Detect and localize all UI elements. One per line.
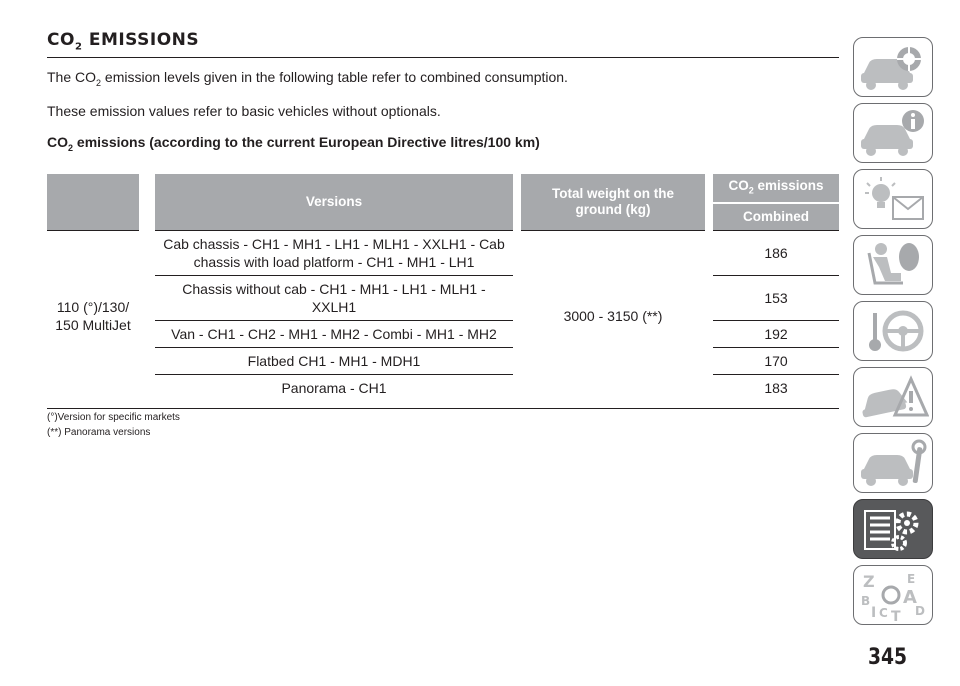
version-cell: Panorama - CH1	[281, 380, 387, 397]
page-number: 345	[868, 645, 908, 670]
svg-text:D: D	[915, 604, 925, 618]
svg-text:C: C	[879, 606, 888, 620]
header-co2-emissions: $CO_2$ emissions	[713, 174, 839, 204]
combined-value: 186	[713, 230, 839, 276]
table-row	[47, 348, 839, 375]
tab-index[interactable]	[853, 565, 933, 625]
svg-text:B: B	[861, 594, 871, 608]
car-breakdown-icon	[857, 371, 929, 423]
footnote: (**) Panorama versions	[47, 426, 151, 438]
svg-text:E: E	[907, 572, 916, 586]
page-title: $CO_2$ EMISSIONS	[47, 30, 839, 58]
tab-servicing[interactable]	[853, 433, 933, 493]
list-gears-icon	[857, 503, 929, 555]
table-row	[47, 230, 839, 276]
page-content	[47, 30, 839, 439]
version-cell: Flatbed CH1 - MH1 - MDH1	[155, 348, 513, 375]
combined-value: 183	[764, 380, 788, 397]
tab-dashboard[interactable]	[853, 37, 933, 97]
table-heading: $CO_2$ emissions (according to the current European Directive litres/100 km)	[47, 134, 540, 153]
chapter-tabs	[853, 37, 937, 631]
header-combined: Combined	[713, 204, 839, 230]
combined-value: 153	[713, 276, 839, 321]
tab-emergency[interactable]	[853, 367, 933, 427]
svg-text:I: I	[871, 605, 877, 621]
combined-value: 192	[713, 321, 839, 348]
tab-safety[interactable]	[853, 235, 933, 295]
tab-technical-specifications[interactable]	[853, 499, 933, 559]
alphabetical-index-icon	[857, 569, 929, 621]
footnote: (°)Version for specific markets	[47, 411, 180, 423]
intro-paragraph-1: The $CO_2$ emission levels given in the following table refer to combined consumption.	[47, 69, 568, 89]
intro-paragraph-2: These emission values refer to basic vehicles without optionals.	[47, 103, 441, 120]
warning-light-icon	[857, 173, 929, 225]
weight-cell: 3000 - 3150 (**)	[521, 230, 705, 402]
tab-info[interactable]	[853, 103, 933, 163]
tab-starting-driving[interactable]	[853, 301, 933, 361]
header-engine	[47, 174, 139, 230]
header-weight: Total weight on the ground (kg)	[521, 174, 705, 230]
svg-text:A: A	[903, 587, 917, 608]
version-cell: Van - CH1 - CH2 - MH1 - MH2 - Combi - MH1 - MH2	[155, 321, 513, 348]
svg-text:Z: Z	[863, 572, 875, 591]
table-row	[47, 375, 839, 402]
airbag-seat-icon	[857, 239, 929, 291]
combined-value: 170	[713, 348, 839, 375]
table-row	[47, 276, 839, 321]
car-info-icon	[857, 107, 929, 159]
engine-cell: 110 (°)/130/ 150 MultiJet	[47, 230, 139, 402]
tab-warning-lights[interactable]	[853, 169, 933, 229]
car-dashboard-icon	[857, 41, 929, 93]
table-bottom-rule	[47, 408, 839, 409]
svg-text:T: T	[891, 609, 901, 621]
key-steering-wheel-icon	[857, 305, 929, 357]
car-wrench-icon	[857, 437, 929, 489]
header-versions: Versions	[155, 174, 513, 230]
table-row	[47, 321, 839, 348]
version-cell: Chassis without cab - CH1 - MH1 - LH1 - MLH1 - XXLH1	[155, 276, 513, 321]
version-cell: Cab chassis - CH1 - MH1 - LH1 - MLH1 - XXLH1 - Cab chassis with load platform - CH1 - MH1 - LH1	[155, 230, 513, 276]
emissions-table	[47, 174, 839, 402]
